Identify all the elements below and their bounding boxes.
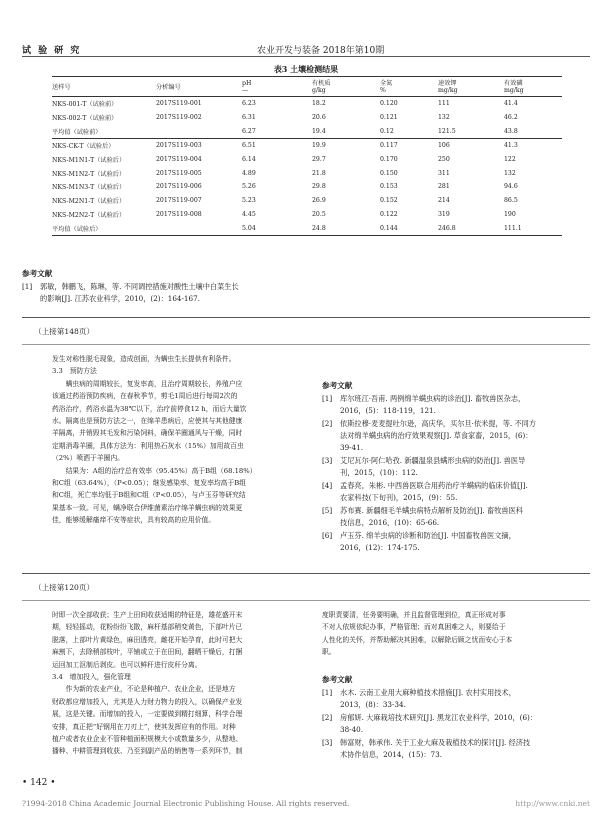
continued-from-120: （上接第120页） bbox=[34, 583, 95, 592]
body-line: 发生对称性脱毛现象，造成创面，为螨虫生长提供有利条件。 bbox=[52, 355, 236, 363]
table-cell: 18.2 bbox=[312, 100, 326, 108]
reference-line: 郭敏，韩鹏飞，陈琳，等. 不同调控措施对酸性土壤中白菜生长 bbox=[40, 282, 239, 291]
reference-number: [3] bbox=[322, 456, 333, 465]
refs2-title: 参考文献 bbox=[322, 381, 353, 390]
table-cell: 311 bbox=[438, 169, 450, 177]
table-cell: 0.12 bbox=[380, 124, 438, 138]
page-number: • 142 • bbox=[22, 778, 56, 788]
body-line: 期，轻轻摇动，花粉纷纷飞散，麻杆基部稍变黄色，下部叶片已 bbox=[52, 623, 243, 632]
section2-body bbox=[52, 353, 302, 527]
table-cell: 29.8 bbox=[312, 183, 326, 191]
reference-line: 2013，(8)：33-34. bbox=[340, 700, 406, 709]
table-row bbox=[52, 153, 562, 167]
table-row bbox=[52, 111, 562, 125]
table-row bbox=[52, 180, 562, 194]
reference-line: 术协作信息，2014，(15)：73. bbox=[340, 750, 442, 759]
table-cell: 0.170 bbox=[380, 156, 398, 164]
reference-text bbox=[40, 281, 239, 305]
table-row bbox=[52, 97, 562, 111]
unit-available-k: mg/kg bbox=[438, 87, 504, 97]
reference-text bbox=[340, 480, 528, 504]
table-cell: 43.8 bbox=[504, 124, 562, 138]
body-line: （2%）喷洒于羊圈内。 bbox=[52, 454, 124, 463]
reference-line: 2016，(5)：118-119，121. bbox=[340, 406, 436, 415]
reference-text bbox=[340, 418, 536, 454]
table-cell: 20.5 bbox=[312, 210, 326, 218]
table-cell: NKS-CK-T（试验后） bbox=[52, 143, 115, 151]
table-cell: 平均值（试验后） bbox=[52, 221, 156, 235]
body-line: 药浴治疗，药浴水温为38℃以下，治疗前停食12 h，而后大量饮 bbox=[52, 404, 247, 413]
reference-line: 孟春亮，朱彬. 中西兽医联合用药治疗羊螨病的临床价值[J]. bbox=[340, 481, 528, 490]
body-line: 结果为：A组的治疗总有效率（95.45%）高于B组（68.18%） bbox=[52, 466, 257, 475]
reference-number: [2] bbox=[322, 419, 333, 428]
table-cell: 94.6 bbox=[504, 183, 518, 191]
body-line: 螨虫病的周期较长，复发率高，且治疗周期较长，养殖户应 bbox=[52, 379, 243, 388]
table-cell: 20.6 bbox=[312, 114, 326, 122]
table-cell: 111.1 bbox=[504, 221, 562, 235]
table-cell: NKS-001-T（试验前） bbox=[52, 101, 118, 109]
table-row bbox=[52, 221, 562, 235]
reference-number: [3] bbox=[322, 738, 333, 747]
table-cell: 86.5 bbox=[504, 197, 518, 205]
body-line: 脱落，上部叶片黄绿色，麻田透亮，雌花开始孕育，此时可把大 bbox=[52, 635, 243, 644]
reference-line: 39-41. bbox=[340, 443, 364, 452]
body-line: 3.4 增加投入，强化管理 bbox=[52, 673, 131, 682]
copyright-text: ?1994-2018 China Academic Journal Electronic Publishing House. All rights reserved. bbox=[22, 799, 350, 808]
table-cell: 19.9 bbox=[312, 142, 326, 150]
table-cell: 41.3 bbox=[504, 142, 518, 150]
reference-number: [1] bbox=[322, 394, 333, 403]
body-line: 和C组（63.64%），（P<0.05）；继发感染率、复发率均高于B组 bbox=[52, 479, 247, 488]
table-cell: 29.7 bbox=[312, 156, 326, 164]
reference-line: 农家科技(下旬刊)，2015，(9)：55. bbox=[340, 493, 458, 502]
body-line: 展，这是关键。而增加的投入，一定要做到精打细算，科学合理 bbox=[52, 710, 243, 719]
body-line: 作为新的农业产业，不论是种植户、农业企业，还是地方 bbox=[52, 685, 236, 694]
body-line: 和C组，死亡率均低于B组和C组（P<0.05），与卢玉芬等研究结 bbox=[52, 491, 246, 500]
reference-line: 库尔班江·吾甫. 两例绵羊螨虫病的诊治[J]. 畜牧兽医杂志， bbox=[340, 394, 526, 403]
header-journal: 农业开发与装备 2018年第10期 bbox=[257, 46, 385, 56]
reference-number: [2] bbox=[322, 713, 333, 722]
table-cell: 250 bbox=[438, 156, 450, 164]
th-analysis-id: 分析编号 bbox=[156, 77, 242, 97]
reference-line: 房郁妍. 大麻栽培技术研究[J]. 黑龙江农业科学，2010，(6)： bbox=[340, 713, 538, 722]
reference-line: 技信息，2016，(10)：65-66. bbox=[340, 518, 440, 527]
section3-body-left bbox=[52, 609, 302, 758]
table-cell: 281 bbox=[438, 183, 450, 191]
body-line: 时即一次全部收获；生产上田间收获适期的特征是，雄花盛开末 bbox=[52, 611, 243, 619]
reference-number: [1] bbox=[322, 688, 333, 697]
table-cell: 2017S119-001 bbox=[156, 100, 202, 108]
table-cell: 0.122 bbox=[380, 210, 398, 218]
table-row bbox=[52, 139, 562, 153]
table-cell: 111 bbox=[438, 100, 450, 108]
body-line: 定期消毒羊圈，具体方法为：利用热石灰水（15%）加用故百虫 bbox=[52, 441, 244, 450]
table-cell: 132 bbox=[504, 169, 516, 177]
th-organic-matter: 有机质 bbox=[312, 77, 380, 88]
section-divider-2b bbox=[22, 600, 590, 601]
table-cell: NKS-M1N2-T（试验后） bbox=[52, 170, 126, 178]
body-line: 度职责要清，任务要明确，并且监督管理到位，真正形成对事 bbox=[322, 611, 506, 619]
reference-text bbox=[340, 393, 525, 417]
table-cell: NKS-M2N2-T（试验后） bbox=[52, 211, 126, 219]
table-cell: 0.150 bbox=[380, 169, 398, 177]
reference-line: 苏布赛. 新疆细毛羊螨虫病特点解析及防治[J]. 畜牧兽医科 bbox=[340, 506, 523, 515]
soil-test-table bbox=[52, 76, 562, 236]
table-cell: 6.14 bbox=[242, 156, 256, 164]
refs3-title: 参考文献 bbox=[322, 675, 353, 684]
body-line: 羊隔离，并销毁其毛发和污染饲料，确保羊圈通风与干燥，同时 bbox=[52, 429, 243, 438]
body-line: 植户或者农业企业不管种植面积规模大小或数量多少，从整地、 bbox=[52, 735, 243, 744]
copyright-line bbox=[22, 799, 590, 808]
reference-text bbox=[340, 687, 516, 711]
reference-item bbox=[322, 480, 592, 504]
reference-item bbox=[322, 530, 592, 554]
reference-item bbox=[322, 712, 592, 736]
reference-line: 38-40. bbox=[340, 725, 364, 734]
reference-item bbox=[322, 505, 592, 529]
table-cell: 19.4 bbox=[312, 124, 380, 138]
th-total-nitrogen: 全氮 bbox=[380, 77, 438, 88]
reference-line: 法对绵羊螨虫病的治疗效果观察[J]. 草食家畜，2015，(6)： bbox=[340, 431, 533, 440]
table-cell: 0.152 bbox=[380, 197, 398, 205]
table-cell: 190 bbox=[504, 210, 516, 218]
th-available-k: 速效钾 bbox=[438, 77, 504, 88]
table-cell: 319 bbox=[438, 210, 450, 218]
reference-item bbox=[322, 687, 592, 711]
table-cell: 6.31 bbox=[242, 114, 256, 122]
section-divider-2 bbox=[22, 573, 590, 574]
reference-line: 韩富财，韩承伟. 关于工业大麻及栽植技术的探讨[J]. 经济技 bbox=[340, 738, 531, 747]
running-header bbox=[22, 43, 590, 57]
reference-item bbox=[22, 281, 582, 305]
table-cell: 46.2 bbox=[504, 114, 518, 122]
body-line: 果基本一致。可见，螨净联合伊维菌素治疗绵羊螨虫病的效果更 bbox=[52, 503, 243, 512]
body-line: 该通过药浴预防疾病，在春秋季节，剪毛1周后进行每周2次的 bbox=[52, 392, 238, 401]
table-cell: 0.121 bbox=[380, 114, 398, 122]
section-divider-1b bbox=[22, 344, 590, 345]
continued-from-148: （上接第148页） bbox=[34, 327, 95, 336]
table-cell: 6.27 bbox=[242, 124, 312, 138]
table-cell: 5.04 bbox=[242, 221, 312, 235]
table-cell: 0.144 bbox=[380, 221, 438, 235]
body-line: 水。隔离也是预防方法之一，在绵羊患病后，应使其与其他健康 bbox=[52, 417, 243, 426]
reference-item bbox=[322, 455, 592, 479]
table-cell: 0.120 bbox=[380, 100, 398, 108]
reference-number: [4] bbox=[322, 481, 333, 490]
table-cell: 2017S119-006 bbox=[156, 183, 202, 191]
table-cell: 214 bbox=[438, 197, 450, 205]
table-cell: 41.4 bbox=[504, 100, 518, 108]
section3-body-right bbox=[322, 609, 592, 659]
body-line: 安排，真正把“好钢用在刀刃上”，使其发挥应有的作用。对种 bbox=[52, 722, 236, 731]
table-cell: 106 bbox=[438, 142, 450, 150]
reference-text bbox=[340, 737, 530, 761]
section-divider-1 bbox=[22, 317, 590, 318]
reference-line: 刊，2015，(10)：112. bbox=[340, 468, 418, 477]
unit-organic-matter: g/kg bbox=[312, 87, 380, 97]
table-cell bbox=[156, 124, 242, 138]
body-line: 职。 bbox=[322, 648, 336, 657]
body-line: 播种、中耕管理到收获、乃至到副产品的销售等一系列环节，制 bbox=[52, 747, 243, 756]
table-cell: 6.51 bbox=[242, 142, 256, 150]
unit-total-nitrogen: % bbox=[380, 87, 438, 97]
reference-line: 依斯拉穆·麦麦提吐尔逊，高庆华，买尔旦·依米提，等. 不同方 bbox=[340, 419, 537, 428]
table-cell: NKS-002-T（试验前） bbox=[52, 115, 118, 123]
reference-line: 水木. 云南工业用大麻种植技术措施[J]. 农村实用技术， bbox=[340, 688, 516, 697]
table-row bbox=[52, 166, 562, 180]
table-row bbox=[52, 194, 562, 208]
reference-line: 卢玉芬. 绵羊虫病的诊断和防治[J]. 中国畜牧兽医文摘， bbox=[340, 531, 516, 540]
refs1-title: 参考文献 bbox=[22, 269, 53, 278]
body-line: 3.3 预防方法 bbox=[52, 367, 97, 376]
reference-item bbox=[322, 737, 592, 761]
reference-text bbox=[340, 712, 537, 736]
table-cell: 2017S119-008 bbox=[156, 210, 202, 218]
th-sample-id: 送样号 bbox=[52, 77, 156, 97]
table-row bbox=[52, 208, 562, 222]
table-cell: 2017S119-005 bbox=[156, 169, 202, 177]
table-cell: 121.5 bbox=[438, 124, 504, 138]
table-caption: 表3 土壤检测结果 bbox=[273, 64, 339, 74]
table-cell: NKS-M2N1-T（试验后） bbox=[52, 198, 126, 206]
table-cell: 26.9 bbox=[312, 197, 326, 205]
reference-line: 艾尼瓦尔·阿仁哈孜. 新疆温泉县螨形虫病的防治[J]. 兽医导 bbox=[340, 456, 526, 465]
reference-text bbox=[340, 530, 516, 554]
table-cell: 2017S119-003 bbox=[156, 142, 202, 150]
table-cell: NKS-M1N3-T（试验后） bbox=[52, 184, 126, 192]
table-row bbox=[52, 124, 562, 138]
table-cell: 2017S119-007 bbox=[156, 197, 202, 205]
body-line: 不对人依规依纪办事，严格管理；而对真困难之人，则要给于 bbox=[322, 623, 506, 632]
table-cell: 24.8 bbox=[312, 221, 380, 235]
table-cell: 5.26 bbox=[242, 183, 256, 191]
table-cell: NKS-M1N1-T（试验后） bbox=[52, 157, 126, 165]
body-line: 佳，能够缓解瘙痒不安等症状，具有较高的应用价值。 bbox=[52, 516, 216, 525]
body-line: 运回加工沤制后剥皮。也可以鲜秆进行皮秆分离。 bbox=[52, 660, 202, 669]
table-cell: 5.23 bbox=[242, 197, 256, 205]
table-cell: 21.8 bbox=[312, 169, 326, 177]
reference-line: 的影响[J]. 江苏农业科学，2010，(2)：164-167. bbox=[40, 294, 200, 303]
table-cell: 2017S119-002 bbox=[156, 114, 202, 122]
reference-number: [1] bbox=[22, 282, 33, 291]
reference-number: [5] bbox=[322, 506, 333, 515]
table-cell: 4.45 bbox=[242, 210, 256, 218]
th-available-p: 有效磷 bbox=[504, 77, 562, 88]
table-cell: 6.23 bbox=[242, 100, 256, 108]
reference-number: [6] bbox=[322, 531, 333, 540]
table-cell: 132 bbox=[438, 114, 450, 122]
th-ph: pH bbox=[242, 77, 312, 88]
header-rule bbox=[22, 56, 590, 57]
reference-item bbox=[322, 418, 592, 454]
body-line: 麻割下，去除稍部枝叶，平铺或立于在田间，翻晒干燥后，打捆 bbox=[52, 648, 243, 657]
unit-ph: — bbox=[242, 87, 312, 97]
table-cell: 122 bbox=[504, 156, 516, 164]
reference-item bbox=[322, 393, 592, 417]
table-cell: 0.117 bbox=[380, 142, 398, 150]
reference-text bbox=[340, 455, 525, 479]
table-cell: 平均值（试验前） bbox=[52, 124, 156, 138]
table-cell: 4.89 bbox=[242, 169, 256, 177]
reference-text bbox=[340, 505, 523, 529]
header-section: 试 验 研 究 bbox=[22, 46, 82, 56]
table-cell: 246.8 bbox=[438, 221, 504, 235]
unit-available-p: mg/kg bbox=[504, 87, 562, 97]
body-line: 人性化的关怀，并帮助解决其困难，以解除后顾之忧而安心于本 bbox=[322, 635, 513, 644]
body-line: 财政都应增加投入，尤其是人力财力物力的投入，以确保产业发 bbox=[52, 697, 243, 706]
table-cell: 2017S119-004 bbox=[156, 156, 202, 164]
reference-line: 2016，(12)：174-175. bbox=[340, 543, 420, 552]
table-cell bbox=[156, 221, 242, 235]
website-link[interactable]: http://www.cnki.net bbox=[515, 799, 590, 808]
table-cell: 0.153 bbox=[380, 183, 398, 191]
